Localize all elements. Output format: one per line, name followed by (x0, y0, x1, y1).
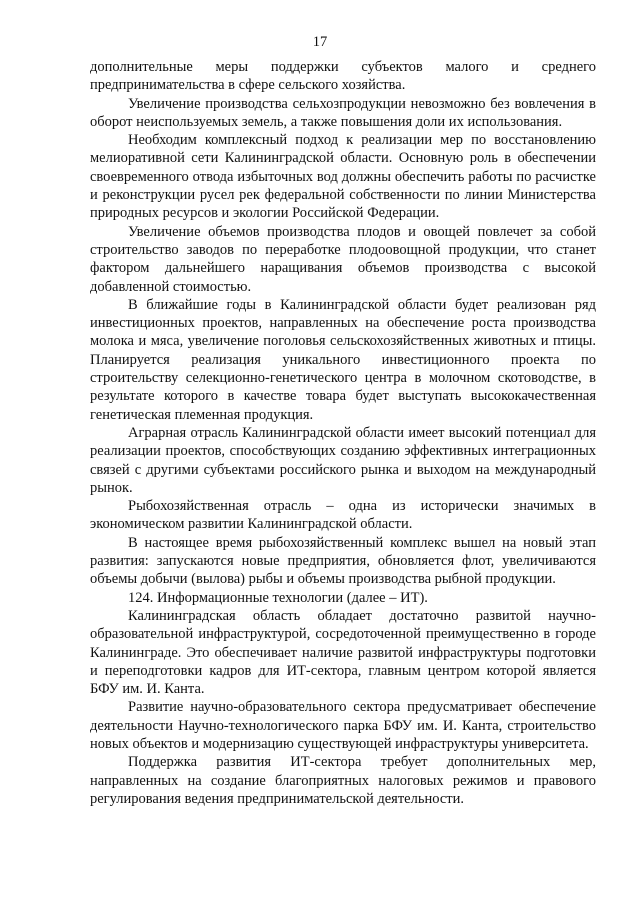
paragraph: Рыбохозяйственная отрасль – одна из исторически значимых в экономическом развитии Калининградской области. (90, 498, 596, 533)
paragraph: Увеличение производства сельхозпродукции невозможно без вовлечения в оборот неиспользуемых земель, а также повышения доли их использования. (90, 95, 596, 130)
paragraph: В настоящее время рыбохозяйственный комплекс вышел на новый этап развития: запускаются новые предприятия, обновляется флот, увеличиваются объемы добычи (вылова) рыбы и объемы производства рыбной продукции. (90, 534, 596, 588)
paragraph: Необходим комплексный подход к реализации мер по восстановлению мелиоративной сети Калининградской области. Основную роль в обеспечении своевременного отвода избыточных вод должны обеспечить работы по расчистке и реконструкции русел рек федеральной собственности по линии Министерства природных ресурсов и экологии Российской Федерации. (90, 132, 596, 222)
section-heading: 124. Информационные технологии (далее – ИТ). (128, 589, 428, 606)
paragraph: Аграрная отрасль Калининградской области имеет высокий потенциал для реализации проектов, способствующих созданию эффективных интеграционных связей с другими субъектами российского рынка и выходом на международный рынок. (90, 424, 596, 496)
paragraph: Развитие научно-образовательного сектора предусматривает обеспечение деятельности Научно-технологического парка БФУ им. И. Канта, строительство новых объектов и модернизацию существующей инфраструктуры университета. (90, 699, 596, 752)
paragraph: Поддержка развития ИТ-сектора требует дополнительных мер, направленных на создание благоприятных налоговых режимов и правового регулирования ведения предпринимательской деятельности. (90, 754, 596, 807)
paragraph: Увеличение объемов производства плодов и овощей повлечет за собой строительство заводов по переработке плодоовощной продукции, что станет фактором дальнейшего наращивания объемов производства с высокой добавленной стоимостью. (90, 223, 596, 295)
paragraph: В ближайшие годы в Калининградской области будет реализован ряд инвестиционных проектов, направленных на обеспечение роста производства молока и мяса, увеличение поголовья сельскохозяйственных животных и птицы. Планируется реализация уникального инвестиционного проекта по строительству селекционно-генетического центра в молочном скотоводстве, в результате которого в качестве товара будет выступать высококачественная генетическая племенная продукция. (90, 296, 596, 423)
body-text (90, 58, 596, 808)
paragraph-continuation: дополнительные меры поддержки субъектов малого и среднего предпринимательства в сфере сельского хозяйства. (90, 59, 596, 94)
paragraph: Калининградская область обладает достаточно развитой научно-образовательной инфраструктурой, сосредоточенной преимущественно в городе Калининграде. Это обеспечивает наличие развитой инфраструктуры подготовки и переподготовки кадров для ИТ-сектора, главным центром которой является БФУ им. И. Канта. (90, 607, 596, 698)
page-number: 17 (312, 34, 328, 50)
